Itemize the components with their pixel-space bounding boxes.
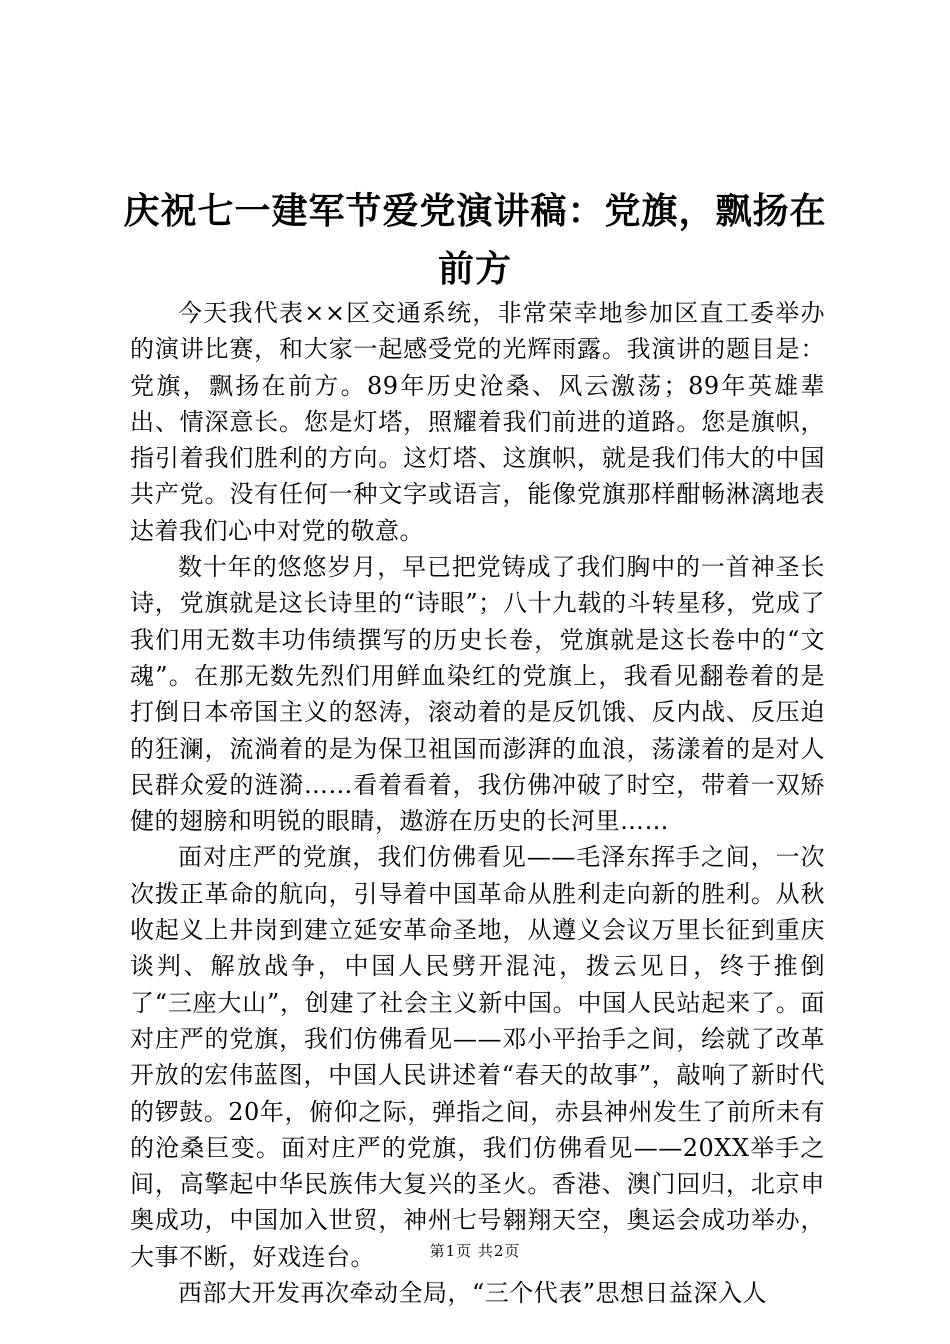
paragraph-2: 数十年的悠悠岁月，早已把党铸成了我们胸中的一首神圣长诗，党旗就是这长诗里的“诗眼”；八十九载的斗转星移，党成了我们用无数丰功伟绩撰写的历史长卷，党旗就是这长卷中的“文魂”。在那无数先烈们用鲜血染红的党旗上，我看见翻卷着的是打倒日本帝国主义的怒涛，滚动着的是反饥饿、反内战、反压迫的狂澜，流淌着的是为保卫祖国而澎湃的血浪，荡漾着的是对人民群众爱的涟漪……看着看着，我仿佛冲破了时空，带着一双矫健的翅膀和明锐的眼睛，遨游在历史的长河里…… bbox=[130, 553, 825, 836]
document-body bbox=[130, 295, 825, 1311]
paragraph-4: 西部大开发再次牵动全局，“三个代表”思想日益深入人 bbox=[178, 1279, 768, 1308]
page-footer: 第1页 共2页 bbox=[429, 1242, 521, 1260]
document-title: 庆祝七一建军节爱党演讲稿：党旗，飘扬在前方 bbox=[123, 190, 827, 290]
paragraph-3: 面对庄严的党旗，我们仿佛看见——毛泽东挥手之间，一次次拨正革命的航向，引导着中国革命从胜利走向新的胜利。从秋收起义上井岗到建立延安革命圣地，从遵义会议万里长征到重庆谈判、解放战争，中国人民劈开混沌，拨云见日，终于推倒了“三座大山”，创建了社会主义新中国。中国人民站起来了。面对庄严的党旗，我们仿佛看见——邓小平抬手之间，绘就了改革开放的宏伟蓝图，中国人民讲述着“春天的故事”，敲响了新时代的锣鼓。20年，俯仰之际，弹指之间，赤县神州发生了前所未有的沧桑巨变。面对庄严的党旗，我们仿佛看见——20XX举手之间，高擎起中华民族伟大复兴的圣火。香港、澳门回归，北京申奥成功，中国加入世贸，神州七号翱翔天空，奥运会成功举办，大事不断，好戏连台。 bbox=[130, 843, 825, 1271]
paragraph-1: 今天我代表××区交通系统，非常荣幸地参加区直工委举办的演讲比赛，和大家一起感受党的光辉雨露。我演讲的题目是：党旗，飘扬在前方。89年历史沧桑、风云激荡；89年英雄辈出、情深意长。您是灯塔，照耀着我们前进的道路。您是旗帜，指引着我们胜利的方向。这灯塔、这旗帜，就是我们伟大的中国共产党。没有任何一种文字或语言，能像党旗那样酣畅淋漓地表达着我们心中对党的敬意。 bbox=[130, 299, 825, 545]
